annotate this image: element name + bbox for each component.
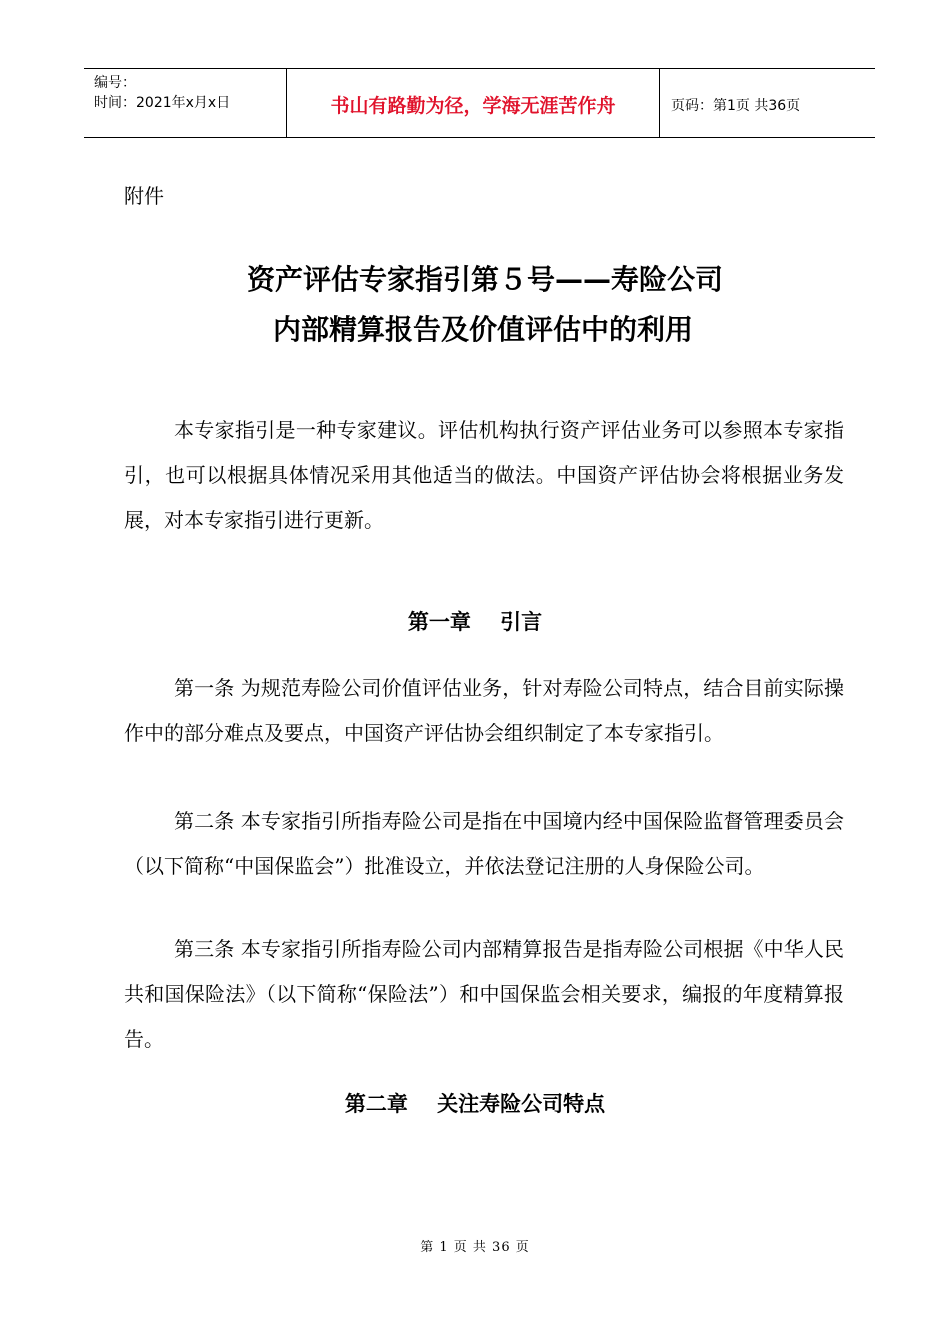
document-title-line2: 内部精算报告及价值评估中的利用: [272, 313, 693, 346]
header-page-cell: [660, 69, 875, 137]
document-number-label: 编号：: [94, 75, 136, 91]
article-3: 第三条 本专家指引所指寿险公司内部精算报告是指寿险公司根据《中华人民共和国保险法》（以下简称“保险法”）和中国保监会相关要求，编报的年度精算报告。: [124, 937, 844, 1051]
header-motto-cell: [286, 69, 660, 137]
document-title-line1: 资产评估专家指引第５号——寿险公司: [246, 263, 723, 296]
header-motto: 书山有路勤为径，学海无涯苦作舟: [330, 95, 616, 117]
header-meta-cell: [84, 69, 286, 137]
chapter-1-heading: 第一章 引言: [407, 610, 543, 634]
header-page-info: 页码：第1页 共36页: [671, 98, 801, 114]
article-1: 第一条 为规范寿险公司价值评估业务，针对寿险公司特点，结合目前实际操作中的部分难点及要点，中国资产评估协会组织制定了本专家指引。: [124, 676, 844, 745]
document-time: 时间：2021年x月x日: [94, 95, 231, 111]
attachment-label: 附件: [124, 184, 164, 208]
intro-paragraph: 本专家指引是一种专家建议。评估机构执行资产评估业务可以参照本专家指引，也可以根据具体情况采用其他适当的做法。中国资产评估协会将根据业务发展，对本专家指引进行更新。: [124, 418, 844, 532]
page-footer: 第 1 页 共 36 页: [420, 1240, 530, 1255]
page-header: [84, 68, 875, 138]
chapter-2-heading: 第二章 关注寿险公司特点: [344, 1092, 606, 1116]
article-2: 第二条 本专家指引所指寿险公司是指在中国境内经中国保险监督管理委员会（以下简称“中国保监会”）批准设立，并依法登记注册的人身保险公司。: [124, 809, 844, 878]
